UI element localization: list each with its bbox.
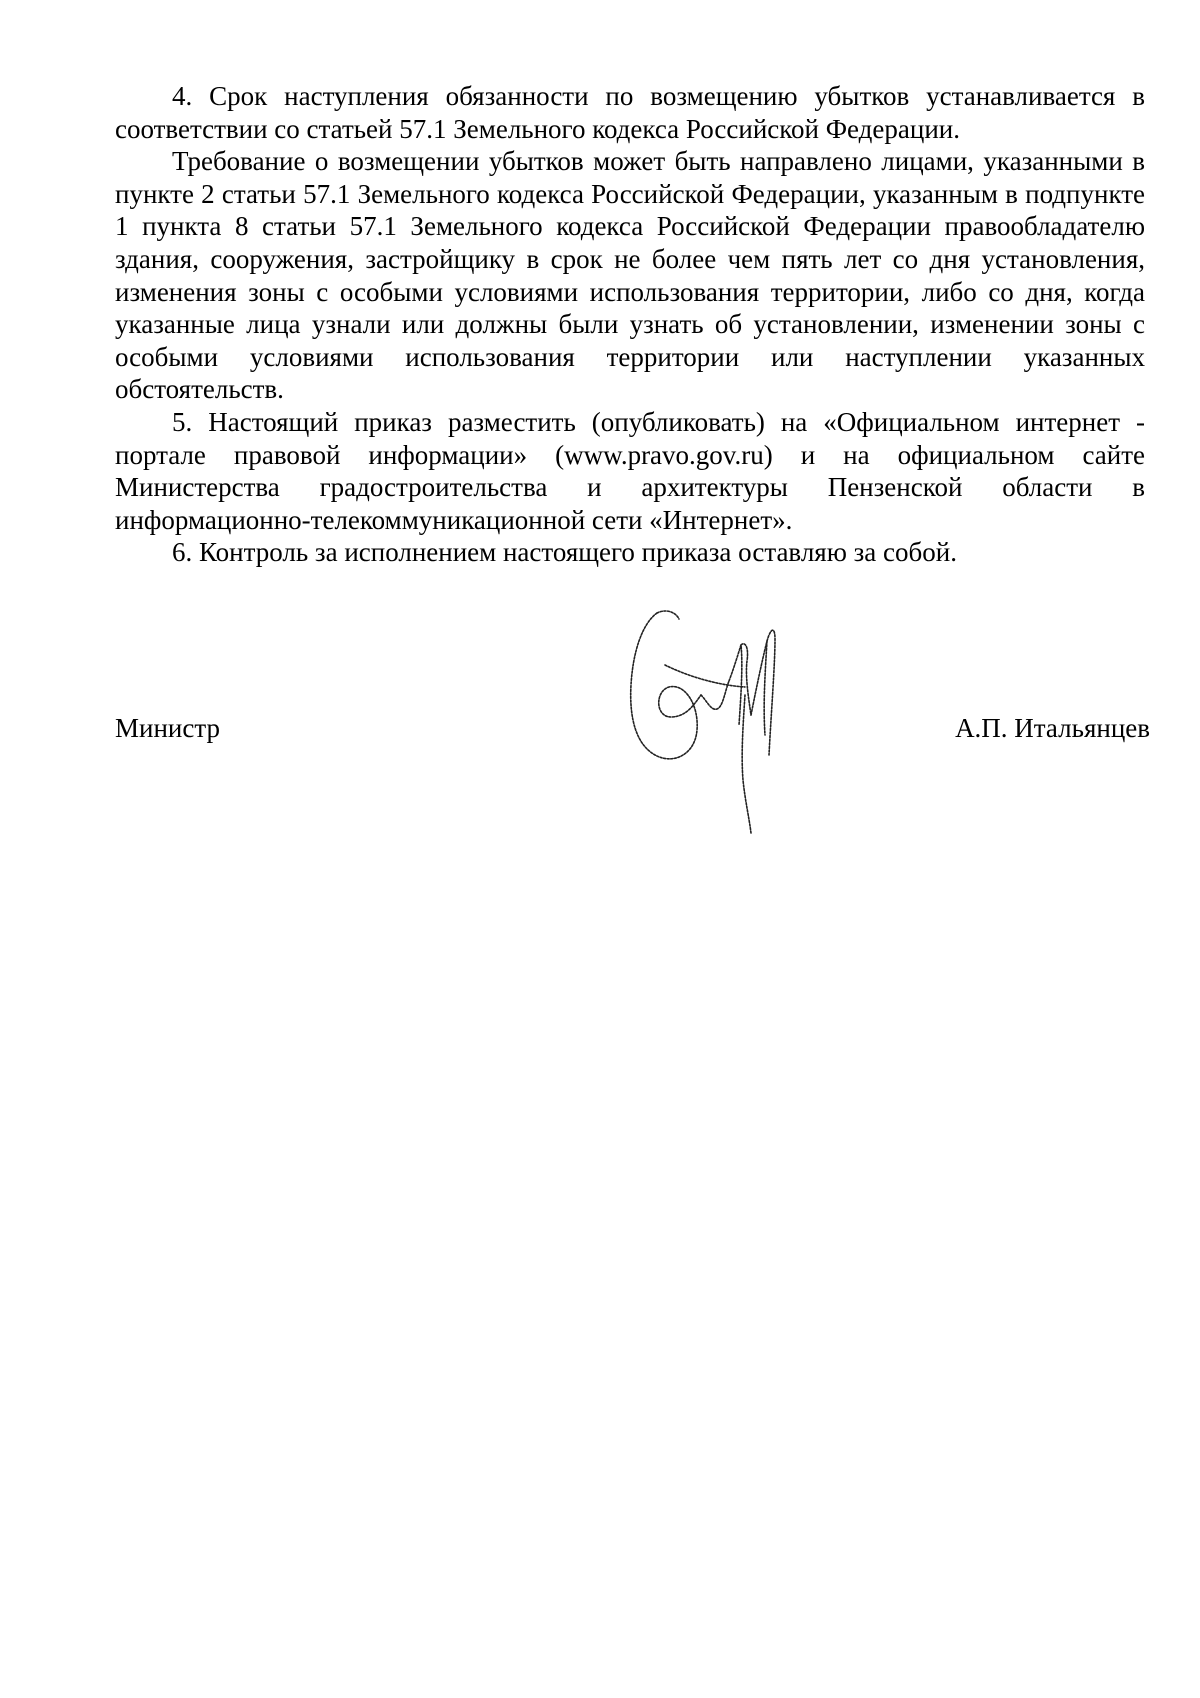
document-body — [115, 80, 1145, 569]
paragraph-item-4: 4. Срок наступления обязанности по возмещению убытков устанавливается в соответствии со статьей 57.1 Земельного кодекса Российской Федерации. — [115, 81, 1145, 144]
signatory-position: Министр — [115, 713, 220, 743]
handwritten-signature-icon — [625, 605, 795, 840]
paragraph-damages-claim: Требование о возмещении убытков может быть направлено лицами, указанными в пункте 2 статьи 57.1 Земельного кодекса Российской Федерации, указанным в подпункте 1 пункта 8 статьи 57.1 Земельного кодекса Российской Федерации правообладателю здания, сооружения, застройщику в срок не более чем пять лет со дня установления, изменения зоны с особыми условиями использования территории, либо со дня, когда указанные лица узнали или должны были узнать об установлении, изменении зоны с особыми условиями использования территории или наступлении указанных обстоятельств. — [115, 146, 1145, 405]
signatory-name: А.П. Итальянцев — [955, 713, 1150, 743]
paragraph-item-5: 5. Настоящий приказ разместить (опубликовать) на «Официальном интернет - портале правовой информации» (www.pravo.gov.ru) и на официальном сайте Министерства градостроительства и архитектуры Пензенской области в информационно-телекоммуникационной сети «Интернет». — [115, 406, 1145, 535]
paragraph-item-6: 6. Контроль за исполнением настоящего приказа оставляю за собой. — [172, 537, 957, 568]
